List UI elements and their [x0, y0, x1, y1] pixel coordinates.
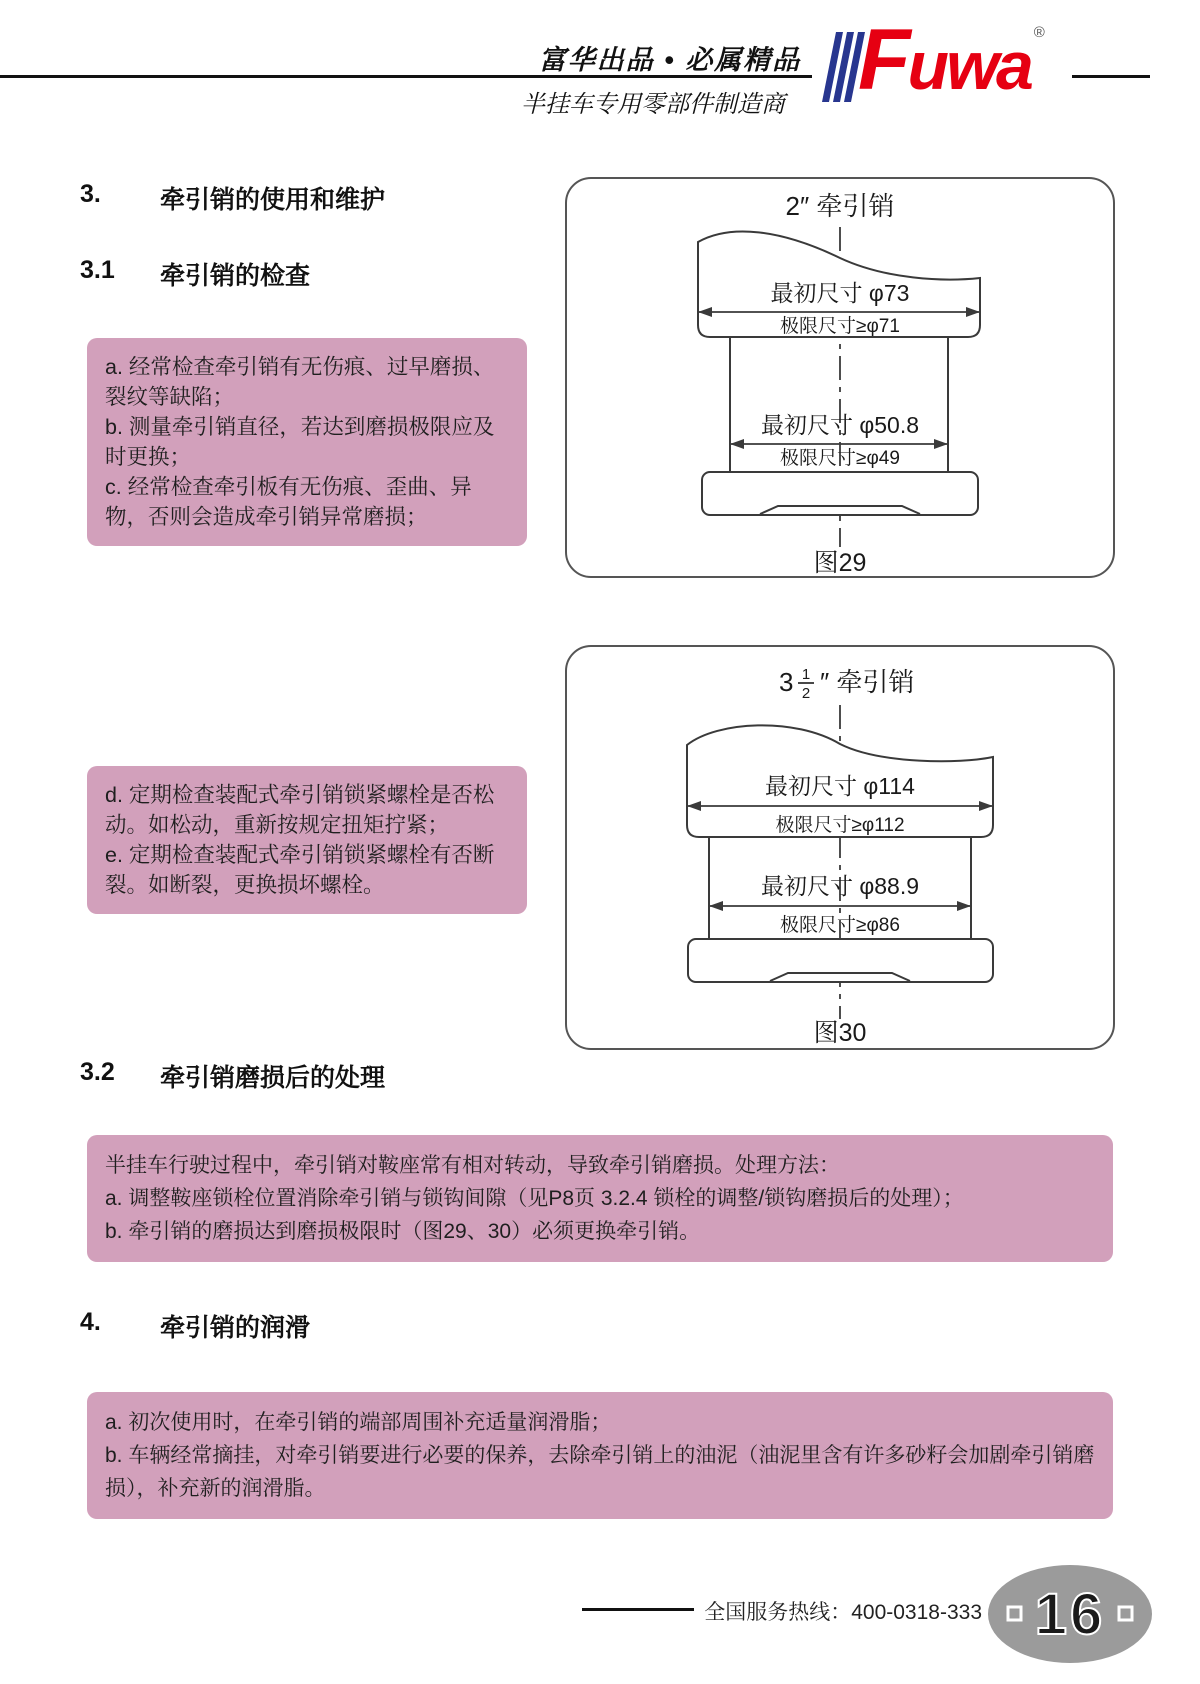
fig30-dim2-initial: 最初尺寸 φ88.9 [760, 873, 920, 899]
section-3-1-heading [80, 256, 310, 292]
header-rule-right [1072, 75, 1150, 78]
section-4-heading [80, 1308, 310, 1344]
fig30-dim1-limit: 极限尺寸≥φ112 [775, 815, 905, 836]
section-3-2-title: 牵引销磨损后的处理 [160, 1064, 386, 1092]
page-number-badge [985, 1562, 1155, 1666]
kingpin-base [688, 939, 993, 982]
figure-30-caption: 图30 [813, 1019, 867, 1047]
brand-wordmark: Fuwa [858, 12, 1031, 108]
service-hotline: 全国服务热线：400-0318-333 [704, 1601, 982, 1624]
section-4-title: 牵引销的润滑 [160, 1314, 311, 1342]
fig29-dim2-initial: 最初尺寸 φ50.8 [760, 412, 920, 438]
figure-30-box [565, 645, 1115, 1050]
inspection-line-a: a. 经常检查牵引销有无伤痕、过早磨损、裂纹等缺陷； [105, 355, 495, 409]
figure-30-drawing [567, 647, 1113, 1048]
wear-handling-note-box [87, 1135, 1113, 1262]
header-slogan: 富华出品 • 必属精品 [538, 45, 802, 75]
section-3-1-number: 3.1 [80, 256, 115, 284]
section-3-heading [80, 180, 385, 216]
footer-rule [582, 1608, 694, 1611]
figure-29-title: 2″ 牵引销 [785, 191, 895, 221]
wear-intro: 半挂车行驶过程中，牵引销对鞍座常有相对转动，导致牵引销磨损。处理方法： [105, 1154, 840, 1177]
figure-29-drawing [567, 179, 1113, 576]
fig29-dim1-initial: 最初尺寸 φ73 [770, 280, 910, 306]
lube-line-b: b. 车辆经常摘挂，对牵引销要进行必要的保养，去除牵引销上的油泥（油泥里含有许多砂籽会加剧牵引销磨损），补充新的润滑脂。 [105, 1444, 1095, 1500]
registered-mark: ® [1033, 24, 1045, 41]
fig29-dim2-limit: 极限尺寸≥φ49 [780, 448, 900, 469]
bolt-check-note-box [87, 766, 527, 914]
fig29-dim1-limit: 极限尺寸≥φ71 [780, 316, 900, 337]
section-3-2-number: 3.2 [80, 1058, 115, 1086]
section-4-number: 4. [80, 1308, 101, 1336]
lubrication-note-box [87, 1392, 1113, 1519]
inspection-line-c: c. 经常检查牵引板有无伤痕、歪曲、异物，否则会造成牵引销异常磨损； [105, 475, 472, 529]
figure-30-frac-den: 2 [801, 685, 811, 702]
kingpin-base [702, 472, 978, 515]
fuwa-logo [822, 12, 1045, 108]
header-rule-left [0, 75, 812, 78]
wear-line-b: b. 牵引销的磨损达到磨损极限时（图29、30）必须更换牵引销。 [105, 1220, 701, 1243]
inspection-note-box [87, 338, 527, 546]
figure-30-title-suffix: ″ 牵引销 [820, 667, 915, 697]
section-3-number: 3. [80, 180, 101, 208]
wear-line-a: a. 调整鞍座锁栓位置消除牵引销与锁钩间隙（见P8页 3.2.4 锁栓的调整/锁钩磨损后的处理）； [105, 1187, 964, 1210]
inspection-line-b: b. 测量牵引销直径，若达到磨损极限应及时更换； [105, 415, 495, 469]
figure-30-title-prefix: 3 [779, 667, 794, 697]
lube-line-a: a. 初次使用时，在牵引销的端部周围补充适量润滑脂； [105, 1411, 612, 1434]
section-3-2-heading [80, 1058, 385, 1094]
figure-29-box [565, 177, 1115, 578]
page-number: 16 [1034, 1582, 1106, 1647]
section-3-1-title: 牵引销的检查 [160, 262, 311, 290]
fig30-dim2-limit: 极限尺寸≥φ86 [780, 915, 900, 936]
bolt-line-d: d. 定期检查装配式牵引销锁紧螺栓是否松动。如松动，重新按规定扭矩拧紧； [105, 783, 495, 837]
header-subtitle: 半挂车专用零部件制造商 [521, 91, 785, 118]
fig30-dim1-initial: 最初尺寸 φ114 [765, 773, 915, 799]
bolt-line-e: e. 定期检查装配式牵引销锁紧螺栓有否断裂。如断裂，更换损坏螺栓。 [105, 843, 495, 897]
figure-29-caption: 图29 [813, 549, 867, 576]
figure-30-frac-num: 1 [801, 666, 811, 683]
section-3-title: 牵引销的使用和维护 [160, 186, 386, 214]
